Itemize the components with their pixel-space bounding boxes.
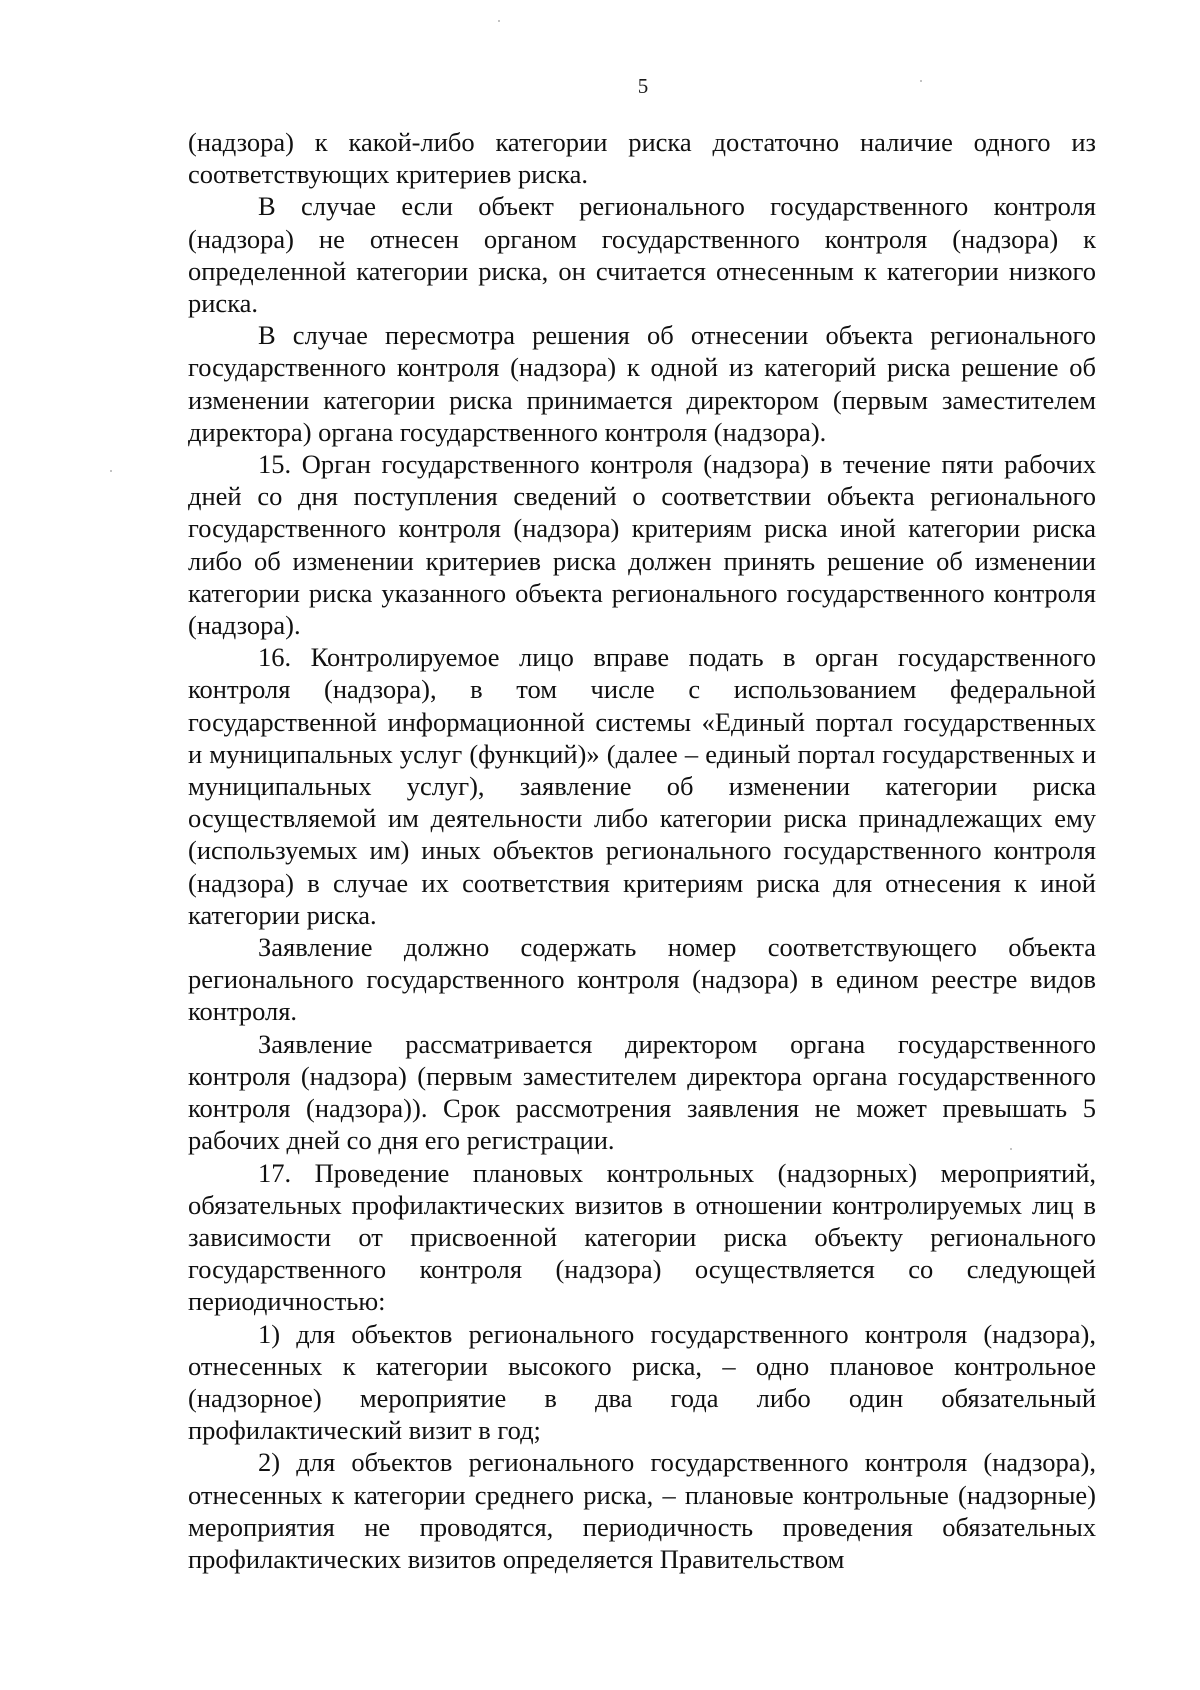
paragraph: Заявление должно содержать номер соответствующего объекта регионального государственного контроля (надзора) в едином реестре видов контроля. <box>188 932 1096 1027</box>
scan-speck <box>498 20 500 22</box>
paragraph: В случае если объект регионального государственного контроля (надзора) не отнесен органом государственного контроля (надзора) к определенной категории риска, он считается отнесенным к категории низкого риска. <box>188 191 1096 319</box>
paragraph: (надзора) к какой-либо категории риска достаточно наличие одного из соответствующих критериев риска. <box>188 127 1096 190</box>
paragraph-item-17: 17. Проведение плановых контрольных (надзорных) мероприятий, обязательных профилактических визитов в отношении контролируемых лиц в зависимости от присвоенной категории риска объекту регионального государственного контроля (надзора) осуществляется со следующей периодичностью: <box>188 1157 1096 1317</box>
page-number: 5 <box>637 74 649 98</box>
paragraph: Заявление рассматривается директором органа государственного контроля (надзора) (первым заместителем директора органа государственного контроля (надзора)). Срок рассмотрения заявления не может превышать 5 рабочих дней со дня его регистрации. <box>188 1028 1096 1156</box>
paragraph: В случае пересмотра решения об отнесении объекта регионального государственного контроля (надзора) к одной из категорий риска решение об изменении категории риска принимается директором (первым заместителем директора) органа государственного контроля (надзора). <box>188 320 1096 447</box>
document-body <box>188 126 1096 1575</box>
list-item-1: 1) для объектов регионального государственного контроля (надзора), отнесенных к категории высокого риска, – одно плановое контрольное (надзорное) мероприятие в два года либо один обязательный профилактический визит в год; <box>188 1318 1096 1446</box>
list-item-2: 2) для объектов регионального государственного контроля (надзора), отнесенных к категории среднего риска, – плановые контрольные (надзорные) мероприятия не проводятся, периодичность проведения обязательных профилактических визитов определяется Правительством <box>188 1447 1096 1574</box>
paragraph-item-15: 15. Орган государственного контроля (надзора) в течение пяти рабочих дней со дня поступления сведений о соответствии объекта регионального государственного контроля (надзора) критериям риска иной категории риска либо об изменении критериев риска должен принять решение об изменении категории риска указанного объекта регионального государственного контроля (надзора). <box>188 449 1096 641</box>
paragraph-item-16: 16. Контролируемое лицо вправе подать в орган государственного контроля (надзора), в том числе с использованием федеральной государственной информационной системы «Единый портал государственных и муниципальных услуг (функций)» (далее – единый портал государственных и муниципальных услуг), заявление об изменении категории риска осуществляемой им деятельности либо категории риска принадлежащих ему (используемых им) иных объектов регионального государственного контроля (надзора) в случае их соответствия критериям риска для отнесения к иной категории риска. <box>188 642 1096 930</box>
scan-speck <box>110 470 112 472</box>
